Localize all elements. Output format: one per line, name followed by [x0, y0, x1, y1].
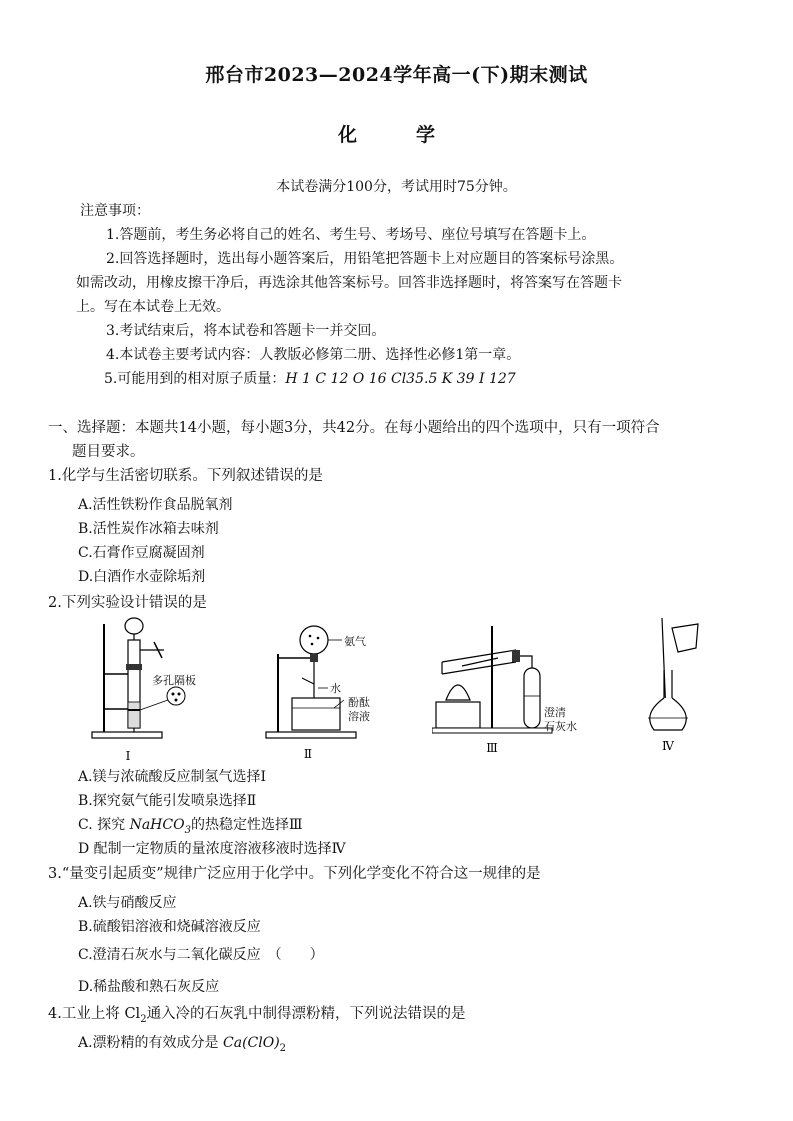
formula-ca-clo2: Ca(ClO) [223, 1035, 280, 1051]
q3-option-c: C.澄清石灰水与二氧化碳反应 （ ） [78, 947, 324, 963]
water-label: 水 [330, 682, 341, 695]
note-5-prefix: 5.可能用到的相对原子质量： [104, 371, 286, 387]
formula-nahco3-sub: 3 [184, 824, 191, 836]
q3-stem: 3.“量变引起质变”规律广泛应用于化学中。下列化学变化不符合这一规律的是 [48, 866, 541, 882]
phenolphthalein-label-2: 溶液 [348, 710, 370, 723]
note-2-line1: 2.回答选择题时，选出每小题答案后，用铅笔把答题卡上对应题目的答案标号涂黑。 [106, 251, 624, 267]
q2-option-c [78, 814, 302, 836]
note-3: 3.考试结束后，将本试卷和答题卡一并交回。 [106, 323, 386, 339]
q4-stem-pre: 4.工业上将 Cl [48, 1006, 141, 1022]
limewater-label-1: 澄清 [544, 706, 566, 719]
q2-option-b: B.探究氨气能引发喷泉选择Ⅱ [78, 793, 257, 809]
q3-option-b: B.硫酸铝溶液和烧碱溶液反应 [78, 919, 261, 935]
q4-stem-post: 通入冷的石灰乳中制得漂粉精，下列说法错误的是 [146, 1006, 466, 1022]
subject-title: 化 学 [337, 124, 455, 146]
figure-caption-3: Ⅲ [486, 741, 498, 755]
q1-option-b: B.活性炭作冰箱去味剂 [78, 521, 219, 537]
phenolphthalein-label-1: 酚酞 [348, 696, 370, 709]
q2-option-c-suffix: 的热稳定性选择Ⅲ [190, 817, 303, 833]
q2-option-c-prefix: C. 探究 [78, 817, 130, 833]
q4-option-a [78, 1032, 286, 1054]
atomic-masses: H 1 C 12 O 16 Cl35.5 K 39 I 127 [285, 371, 516, 387]
exam-intro: 本试卷满分100分，考试用时75分钟。 [276, 179, 517, 195]
note-5 [104, 368, 516, 388]
porous-plate-label: 多孔隔板 [152, 674, 196, 687]
apparatus-figure-3 [432, 622, 582, 762]
q2-option-d: D 配制一定物质的量浓度溶液移液时选择Ⅳ [78, 841, 346, 857]
notes-heading: 注意事项： [80, 203, 150, 219]
section1-line2: 题目要求。 [72, 444, 145, 460]
q2-stem: 2.下列实验设计错误的是 [48, 595, 207, 611]
ammonia-label: 氨气 [344, 635, 366, 648]
note-4: 4.本试卷主要考试内容：人教版必修第二册、选择性必修1第一章。 [106, 347, 521, 363]
apparatus-figure-2 [262, 624, 392, 764]
note-2-line3: 上。写在本试卷上无效。 [76, 299, 230, 315]
apparatus-figure-4 [634, 614, 714, 754]
q4-stem-sub: 2 [140, 1013, 147, 1025]
exam-title: 邢台市2023—2024学年高一(下)期末测试 [205, 64, 588, 86]
q3-option-d: D.稀盐酸和熟石灰反应 [78, 979, 220, 995]
limewater-label-2: 石灰水 [544, 720, 577, 733]
formula-ca-clo2-sub: 2 [279, 1042, 287, 1054]
apparatus-figure-1 [90, 614, 200, 764]
q1-option-c: C.石膏作豆腐凝固剂 [78, 545, 205, 561]
q2-option-a: A.镁与浓硫酸反应制氢气选择Ⅰ [78, 769, 267, 785]
q1-option-d: D.白酒作水壶除垢剂 [78, 569, 206, 585]
q4-option-a-pre: A.漂粉精的有效成分是 [78, 1035, 224, 1051]
figure-caption-4: Ⅳ [662, 739, 674, 753]
q1-option-a: A.活性铁粉作食品脱氧剂 [78, 497, 233, 513]
figure-caption-1: Ⅰ [125, 749, 131, 763]
formula-nahco3: NaHCO [129, 817, 185, 833]
q4-stem [48, 1002, 466, 1025]
note-1: 1.答题前，考生务必将自己的姓名、考生号、考场号、座位号填写在答题卡上。 [106, 227, 596, 243]
q1-stem: 1.化学与生活密切联系。下列叙述错误的是 [48, 468, 323, 484]
q3-option-a: A.铁与硝酸反应 [78, 895, 177, 911]
figure-caption-2: Ⅱ [303, 747, 313, 761]
note-2-line2: 如需改动，用橡皮擦干净后，再选涂其他答案标号。回答非选择题时，将答案写在答题卡 [76, 275, 622, 291]
section1-line1: 一、选择题：本题共14小题，每小题3分，共42分。在每小题给出的四个选项中，只有一项符合 [48, 420, 660, 436]
